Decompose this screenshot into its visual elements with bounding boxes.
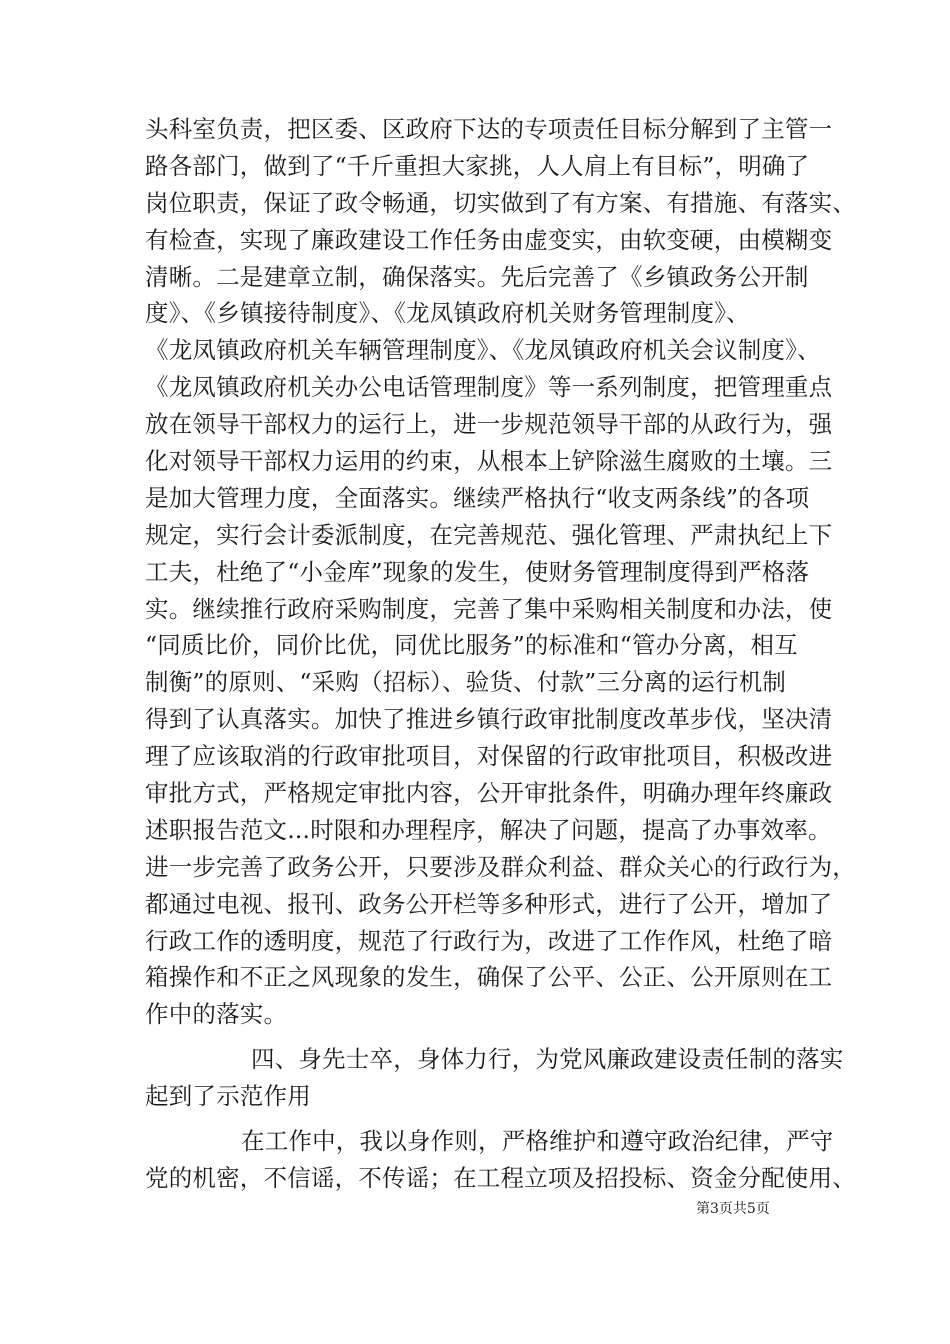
text-line: 行政工作的透明度，规范了行政行为，改进了工作作风，杜绝了暗 — [145, 926, 833, 955]
section-heading-continued: 起到了示范作用 — [145, 1082, 311, 1111]
text-line: 是加大管理力度，全面落实。继续严格执行“收支两条线”的各项 — [145, 483, 810, 512]
text-line: 岗位职责，保证了政令畅通，切实做到了有方案、有措施、有落实、 — [145, 188, 856, 217]
paragraph-line: 在工作中，我以身作则，严格维护和遵守政治纪律，严守 — [241, 1127, 834, 1156]
paragraph-line: 党的机密，不信谣，不传谣；在工程立项及招投标、资金分配使用、 — [145, 1163, 856, 1192]
section-heading: 四、身先士卒，身体力行，为党风廉政建设责任制的落实 — [251, 1045, 844, 1074]
text-line: 《龙凤镇政府机关车辆管理制度》、《龙凤镇政府机关会议制度》、 — [145, 336, 821, 365]
text-line: 度》、《乡镇接待制度》、《龙凤镇政府机关财务管理制度》、 — [145, 299, 750, 328]
text-line: 工夫，杜绝了“小金库”现象的发生，使财务管理制度得到严格落 — [145, 557, 810, 586]
text-line: 箱操作和不正之风现象的发生，确保了公平、公正、公开原则在工 — [145, 963, 833, 992]
text-line: 理了应该取消的行政审批项目，对保留的行政审批项目，积极改进 — [145, 742, 833, 771]
text-line: 都通过电视、报刊、政务公开栏等多种形式，进行了公开，增加了 — [145, 889, 833, 918]
text-line: 《龙凤镇政府机关办公电话管理制度》等一系列制度，把管理重点 — [145, 373, 833, 402]
text-line: 实。继续推行政府采购制度，完善了集中采购相关制度和办法，使 — [145, 594, 833, 623]
text-line: 审批方式，严格规定审批内容，公开审批条件，明确办理年终廉政 — [145, 779, 833, 808]
text-line: 进一步完善了政务公开，只要涉及群众利益、群众关心的行政行为， — [145, 852, 856, 881]
text-line: 述职报告范文...时限和办理程序，解决了问题，提高了办事效率。 — [145, 815, 832, 844]
text-line: 作中的落实。 — [145, 1000, 288, 1029]
text-line: “同质比价，同价比优，同优比服务”的标准和“管办分离，相互 — [145, 631, 798, 660]
text-line: 规定，实行会计委派制度，在完善规范、强化管理、严肃执纪上下 — [145, 520, 833, 549]
text-line: 清晰。二是建章立制，确保落实。先后完善了《乡镇政务公开制 — [145, 262, 809, 291]
text-line: 得到了认真落实。加快了推进乡镇行政审批制度改革步伐，坚决清 — [145, 705, 833, 734]
text-line: 放在领导干部权力的运行上，进一步规范领导干部的从政行为，强 — [145, 410, 833, 439]
text-line: 有检查，实现了廉政建设工作任务由虚变实，由软变硬，由模糊变 — [145, 225, 833, 254]
text-line: 路各部门，做到了“千斤重担大家挑，人人肩上有目标”，明确了 — [145, 151, 810, 180]
text-line: 制衡”的原则、“采购（招标）、验货、付款”三分离的运行机制 — [145, 668, 787, 697]
text-line: 头科室负责，把区委、区政府下达的专项责任目标分解到了主管一 — [145, 115, 833, 143]
text-line: 化对领导干部权力运用的约束，从根本上铲除滋生腐败的土壤。三 — [145, 447, 833, 476]
document-body — [145, 111, 856, 1197]
page-number: 第3页共5页 — [696, 1201, 770, 1217]
